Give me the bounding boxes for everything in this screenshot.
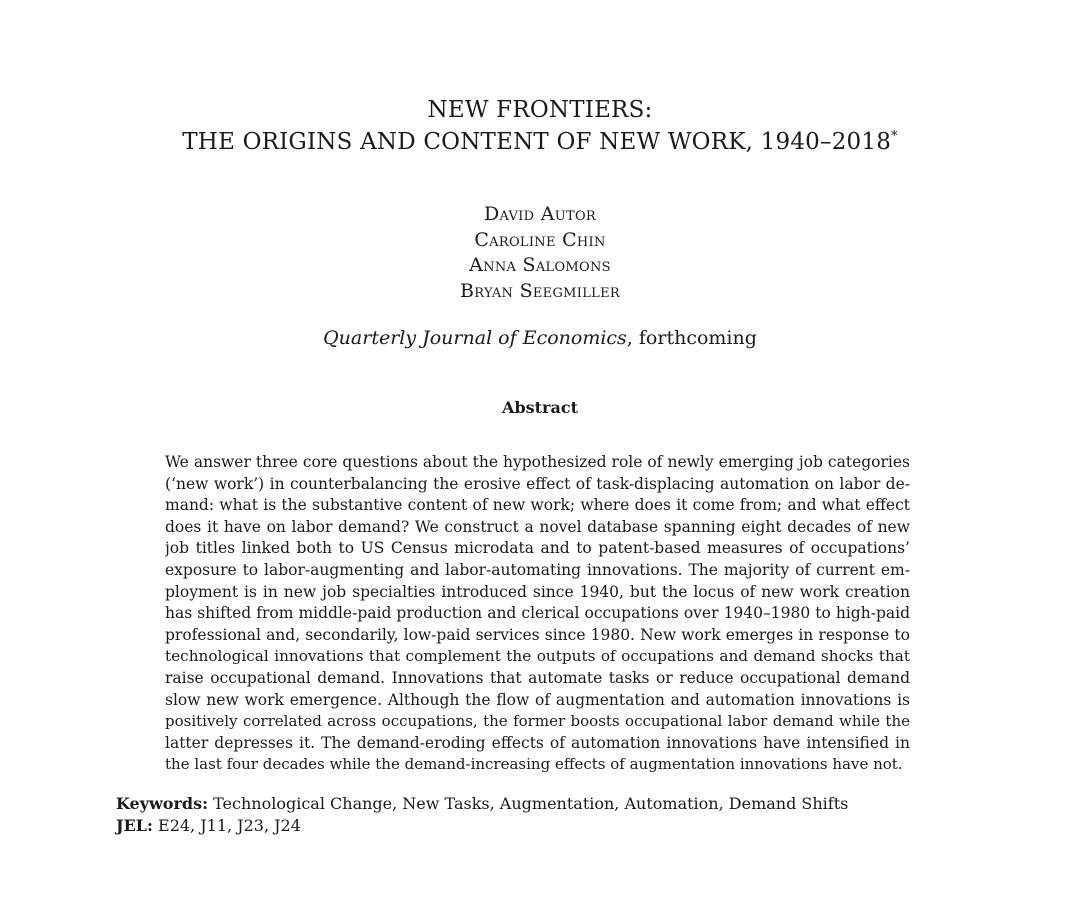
abstract-line: slow new work emergence. Although the flow of augmentation and automation innovations is	[165, 690, 910, 709]
abstract-line: latter depresses it. The demand-eroding effects of automation innovations have intensified in	[165, 733, 910, 752]
title-footnote-mark: *	[891, 129, 898, 144]
author-name: Anna Salomons	[469, 254, 611, 276]
abstract-heading: Abstract	[502, 398, 578, 417]
journal-status: , forthcoming	[626, 327, 757, 349]
jel-label: JEL:	[116, 816, 153, 835]
journal-line	[0, 325, 1080, 351]
abstract-line: job titles linked both to US Census microdata and to patent-based measures of occupations’	[165, 539, 910, 558]
title-line-1: NEW FRONTIERS:	[427, 97, 653, 123]
abstract-line: professional and, secondarily, low-paid services since 1980. New work emerges in response to	[165, 625, 910, 644]
paper-title	[0, 94, 1080, 158]
abstract-line: has shifted from middle-paid production and clerical occupations over 1940–1980 to high-paid	[165, 604, 910, 623]
abstract-body	[165, 452, 910, 776]
abstract-line: technological innovations that complement the outputs of occupations and demand shocks that	[165, 647, 910, 666]
abstract-line: mand: what is the substantive content of new work; where does it come from; and what effect	[165, 496, 910, 515]
abstract-line: raise occupational demand. Innovations that automate tasks or reduce occupational demand	[165, 668, 910, 687]
jel-value: E24, J11, J23, J24	[158, 816, 301, 835]
keywords-block	[116, 793, 848, 837]
title-line-2	[0, 126, 1080, 158]
abstract-line: ployment is in new job specialties introduced since 1940, but the locus of new work creation	[165, 582, 910, 601]
title-line-2-text: THE ORIGINS AND CONTENT OF NEW WORK, 1940–2018	[182, 129, 892, 155]
abstract-line: positively correlated across occupations, the former boosts occupational labor demand while the	[165, 712, 910, 731]
author-name: Bryan Seegmiller	[460, 279, 620, 302]
abstract-line: exposure to labor-augmenting and labor-automating innovations. The majority of current em-	[165, 560, 910, 579]
journal-name: Quarterly Journal of Economics	[323, 327, 627, 349]
abstract-line: the last four decades while the demand-increasing effects of augmentation innovations have not.	[165, 755, 903, 774]
keywords-row	[116, 793, 848, 815]
author-name: Caroline Chin	[474, 228, 606, 251]
keywords-value: Technological Change, New Tasks, Augmentation, Automation, Demand Shifts	[213, 794, 849, 813]
keywords-label: Keywords:	[116, 794, 209, 813]
abstract-line: We answer three core questions about the hypothesized role of newly emerging job categories	[165, 453, 910, 471]
author-list	[0, 202, 1080, 304]
abstract-line: does it have on labor demand? We construct a novel database spanning eight decades of new	[165, 517, 910, 536]
abstract-line: (‘new work’) in counterbalancing the erosive effect of task-displacing automation on labor de-	[165, 474, 910, 493]
jel-row	[116, 815, 848, 837]
author-name: David Autor	[483, 203, 597, 225]
